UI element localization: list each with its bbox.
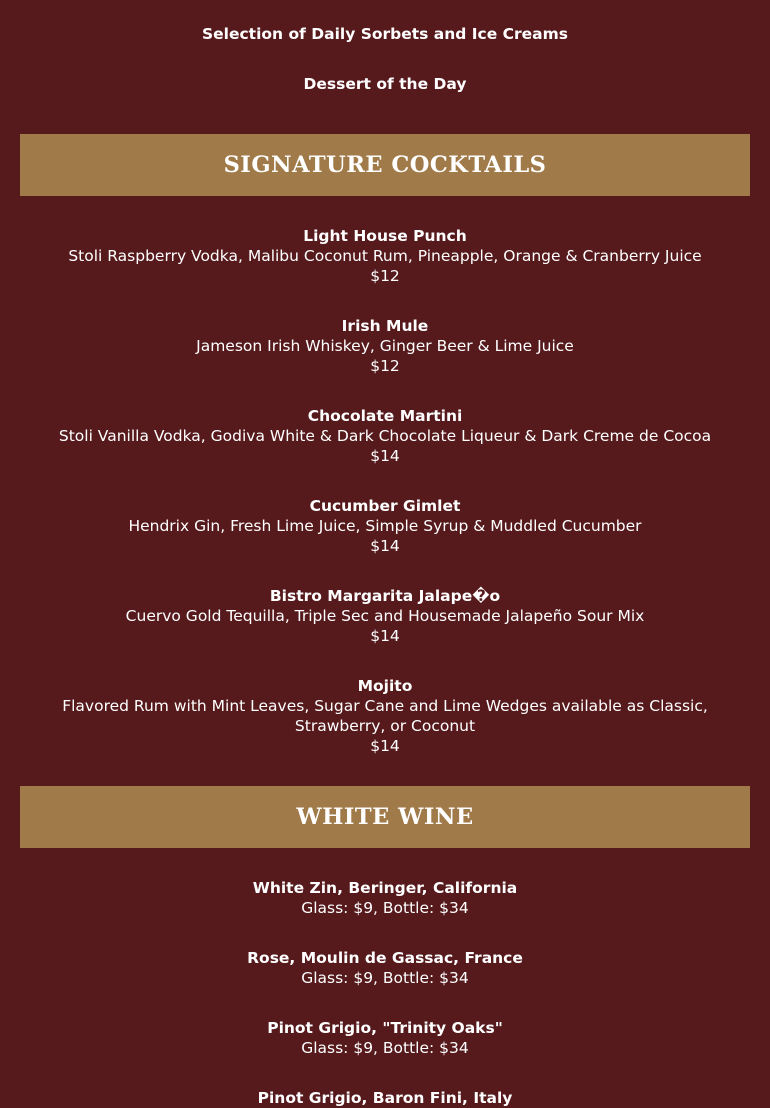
item-price: $14 <box>370 537 400 555</box>
item-name: Chocolate Martini <box>307 407 463 425</box>
section-header-signature-cocktails: SIGNATURE COCKTAILS <box>20 134 750 196</box>
menu-item-bistro-margarita <box>0 586 770 646</box>
item-price: Glass: $9, Bottle: $34 <box>301 969 469 987</box>
item-description: Hendrix Gin, Fresh Lime Juice, Simple Syrup & Muddled Cucumber <box>128 517 642 535</box>
item-name: Mojito <box>357 677 413 695</box>
item-description: Flavored Rum with Mint Leaves, Sugar Cane and Lime Wedges available as Classic, Strawberry, or Coconut <box>62 697 708 735</box>
item-name: Cucumber Gimlet <box>309 497 461 515</box>
dessert-item-sorbets: Selection of Daily Sorbets and Ice Creams <box>201 25 569 43</box>
item-description: Stoli Vanilla Vodka, Godiva White & Dark Chocolate Liqueur & Dark Creme de Cocoa <box>58 427 712 445</box>
item-description: Stoli Raspberry Vodka, Malibu Coconut Rum, Pineapple, Orange & Cranberry Juice <box>68 247 702 265</box>
menu-item-rose <box>0 948 770 988</box>
menu-item-cucumber-gimlet <box>0 496 770 556</box>
item-name: Pinot Grigio, Baron Fini, Italy <box>257 1089 513 1107</box>
menu-item-mojito <box>0 676 770 756</box>
item-name: Pinot Grigio, "Trinity Oaks" <box>267 1019 503 1037</box>
item-name: Irish Mule <box>341 317 429 335</box>
menu-item-irish-mule <box>0 316 770 376</box>
item-name: Bistro Margarita Jalape�o <box>269 587 501 605</box>
item-price: $14 <box>370 447 400 465</box>
menu-item-white-zin <box>0 878 770 918</box>
item-price: $12 <box>370 357 400 375</box>
menu-item-light-house-punch <box>0 226 770 286</box>
item-name: Light House Punch <box>303 227 467 245</box>
item-description: Cuervo Gold Tequilla, Triple Sec and Housemade Jalapeño Sour Mix <box>125 607 645 625</box>
item-price: $12 <box>370 267 400 285</box>
item-price: $14 <box>370 627 400 645</box>
item-price: Glass: $9, Bottle: $34 <box>301 1039 469 1057</box>
item-price: Glass: $9, Bottle: $34 <box>301 899 469 917</box>
dessert-item-of-the-day: Dessert of the Day <box>303 75 467 93</box>
menu-item-chocolate-martini <box>0 406 770 466</box>
item-name: White Zin, Beringer, California <box>252 879 518 897</box>
menu-item-pinot-grigio-baron-fini <box>0 1088 770 1108</box>
menu-item-pinot-grigio-trinity-oaks <box>0 1018 770 1058</box>
item-price: $14 <box>370 737 400 755</box>
section-header-white-wine: WHITE WINE <box>20 786 750 848</box>
item-name: Rose, Moulin de Gassac, France <box>247 949 523 967</box>
item-description: Jameson Irish Whiskey, Ginger Beer & Lime Juice <box>196 337 574 355</box>
